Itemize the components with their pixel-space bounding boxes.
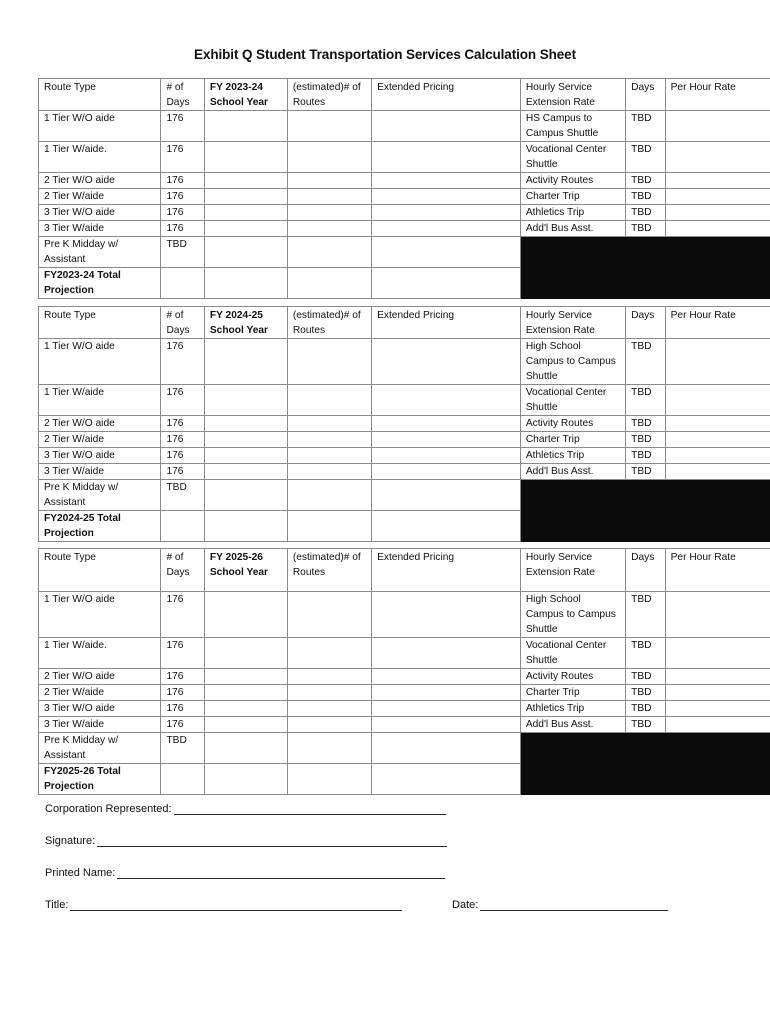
header-extended-pricing: Extended Pricing (372, 549, 521, 592)
table-row (39, 669, 770, 685)
table-row (39, 189, 770, 205)
hourly-service-cell: Vocational Center Shuttle (520, 385, 625, 416)
num-days-cell: 176 (161, 669, 204, 685)
service-days-cell: TBD (626, 173, 665, 189)
route-type-cell: 3 Tier W/aide (39, 464, 161, 480)
header-school-year: FY 2024-25 School Year (204, 307, 287, 339)
header-route-type: Route Type (39, 79, 161, 111)
table-row (39, 142, 770, 173)
per-hour-rate-input-cell[interactable] (665, 385, 770, 416)
num-days-cell: 176 (161, 205, 204, 221)
school-year-input-cell[interactable] (204, 733, 287, 764)
school-year-input-cell[interactable] (204, 142, 287, 173)
service-days-cell: TBD (626, 189, 665, 205)
num-days-cell: 176 (161, 701, 204, 717)
blacked-out-cell (520, 237, 625, 268)
num-days-cell: 176 (161, 464, 204, 480)
per-hour-rate-input-cell[interactable] (665, 189, 770, 205)
service-days-cell: TBD (626, 638, 665, 669)
header-per-hour-rate: Per Hour Rate (665, 549, 770, 592)
hourly-service-cell: Add'l Bus Asst. (520, 464, 625, 480)
total-projection-row (39, 268, 770, 299)
per-hour-rate-input-cell[interactable] (665, 669, 770, 685)
header-num-days: # of Days (161, 79, 204, 111)
signature-field[interactable] (97, 835, 447, 847)
service-days-cell: TBD (626, 205, 665, 221)
total-year-input-cell[interactable] (204, 511, 287, 542)
header-days: Days (626, 79, 665, 111)
per-hour-rate-input-cell[interactable] (665, 685, 770, 701)
blacked-out-cell (626, 237, 665, 268)
document-title: Exhibit Q Student Transportation Services Calculation Sheet (194, 47, 576, 62)
hourly-service-cell: Activity Routes (520, 669, 625, 685)
route-type-cell: 2 Tier W/aide (39, 685, 161, 701)
route-type-cell: 3 Tier W/O aide (39, 205, 161, 221)
estimated-routes-input-cell[interactable] (287, 592, 371, 638)
num-days-cell: 176 (161, 221, 204, 237)
table-header-row (39, 307, 770, 339)
estimated-routes-input-cell[interactable] (287, 111, 371, 142)
route-type-cell: 2 Tier W/O aide (39, 669, 161, 685)
table-row (39, 432, 770, 448)
header-extended-pricing: Extended Pricing (372, 307, 521, 339)
blacked-out-cell (665, 733, 770, 764)
school-year-input-cell[interactable] (204, 221, 287, 237)
date-field[interactable] (480, 899, 668, 911)
service-days-cell: TBD (626, 142, 665, 173)
route-type-cell: 3 Tier W/O aide (39, 701, 161, 717)
route-type-cell: 3 Tier W/aide (39, 717, 161, 733)
route-type-cell: 1 Tier W/O aide (39, 592, 161, 638)
num-days-cell: 176 (161, 448, 204, 464)
per-hour-rate-input-cell[interactable] (665, 205, 770, 221)
school-year-input-cell[interactable] (204, 339, 287, 385)
estimated-routes-input-cell[interactable] (287, 432, 371, 448)
hourly-service-cell: Add'l Bus Asst. (520, 717, 625, 733)
table-row (39, 733, 770, 764)
per-hour-rate-input-cell[interactable] (665, 464, 770, 480)
hourly-service-cell: Athletics Trip (520, 448, 625, 464)
extended-pricing-input-cell[interactable] (372, 432, 521, 448)
blacked-out-cell (665, 511, 770, 542)
route-type-cell: 1 Tier W/aide (39, 385, 161, 416)
school-year-input-cell[interactable] (204, 111, 287, 142)
extended-pricing-input-cell[interactable] (372, 685, 521, 701)
blacked-out-cell (665, 237, 770, 268)
service-days-cell: TBD (626, 416, 665, 432)
num-days-cell: 176 (161, 432, 204, 448)
total-routes-input-cell[interactable] (287, 764, 371, 795)
calculation-table-1 (38, 78, 770, 299)
header-hourly-service: Hourly Service Extension Rate (520, 79, 625, 111)
school-year-input-cell[interactable] (204, 669, 287, 685)
extended-pricing-input-cell[interactable] (372, 464, 521, 480)
extended-pricing-input-cell[interactable] (372, 237, 521, 268)
table-row (39, 464, 770, 480)
title-line (45, 899, 402, 911)
school-year-input-cell[interactable] (204, 638, 287, 669)
signature-line (45, 835, 447, 847)
header-estimated-routes: (estimated)# of Routes (287, 549, 371, 592)
route-type-cell: 2 Tier W/aide (39, 189, 161, 205)
extended-pricing-input-cell[interactable] (372, 733, 521, 764)
per-hour-rate-input-cell[interactable] (665, 448, 770, 464)
table-row (39, 717, 770, 733)
extended-pricing-input-cell[interactable] (372, 638, 521, 669)
estimated-routes-input-cell[interactable] (287, 173, 371, 189)
hourly-service-cell: Athletics Trip (520, 701, 625, 717)
route-type-cell: 3 Tier W/O aide (39, 448, 161, 464)
header-route-type: Route Type (39, 307, 161, 339)
num-days-cell: 176 (161, 189, 204, 205)
estimated-routes-input-cell[interactable] (287, 480, 371, 511)
total-projection-label: FY2023-24 Total Projection (39, 268, 161, 299)
school-year-input-cell[interactable] (204, 448, 287, 464)
school-year-input-cell[interactable] (204, 685, 287, 701)
per-hour-rate-input-cell[interactable] (665, 142, 770, 173)
service-days-cell: TBD (626, 717, 665, 733)
header-estimated-routes: (estimated)# of Routes (287, 79, 371, 111)
service-days-cell: TBD (626, 339, 665, 385)
total-year-input-cell[interactable] (204, 764, 287, 795)
table-row (39, 701, 770, 717)
table-row (39, 416, 770, 432)
service-days-cell: TBD (626, 432, 665, 448)
total-routes-input-cell[interactable] (287, 511, 371, 542)
table-row (39, 685, 770, 701)
total-projection-row (39, 764, 770, 795)
table-row (39, 111, 770, 142)
total-projection-label: FY2024-25 Total Projection (39, 511, 161, 542)
header-hourly-service: Hourly Service Extension Rate (520, 307, 625, 339)
title-label: Title: (45, 899, 69, 911)
header-school-year: FY 2025-26 School Year (204, 549, 287, 592)
hourly-service-cell: Activity Routes (520, 416, 625, 432)
table-header-row (39, 79, 770, 111)
service-days-cell: TBD (626, 111, 665, 142)
total-days-input-cell[interactable] (161, 511, 204, 542)
blacked-out-cell (520, 733, 625, 764)
hourly-service-cell: Charter Trip (520, 432, 625, 448)
title-field[interactable] (70, 899, 402, 911)
blacked-out-cell (520, 764, 625, 795)
table-row (39, 173, 770, 189)
blacked-out-cell (665, 268, 770, 299)
estimated-routes-input-cell[interactable] (287, 189, 371, 205)
header-num-days: # of Days (161, 549, 204, 592)
estimated-routes-input-cell[interactable] (287, 142, 371, 173)
service-days-cell: TBD (626, 464, 665, 480)
extended-pricing-input-cell[interactable] (372, 173, 521, 189)
estimated-routes-input-cell[interactable] (287, 701, 371, 717)
extended-pricing-input-cell[interactable] (372, 701, 521, 717)
blacked-out-cell (520, 480, 625, 511)
route-type-cell: 2 Tier W/O aide (39, 173, 161, 189)
calculation-table-2 (38, 306, 770, 542)
per-hour-rate-input-cell[interactable] (665, 638, 770, 669)
per-hour-rate-input-cell[interactable] (665, 592, 770, 638)
hourly-service-cell: High School Campus to Campus Shuttle (520, 339, 625, 385)
header-school-year: FY 2023-24 School Year (204, 79, 287, 111)
per-hour-rate-input-cell[interactable] (665, 701, 770, 717)
extended-pricing-input-cell[interactable] (372, 669, 521, 685)
blacked-out-cell (626, 511, 665, 542)
header-days: Days (626, 307, 665, 339)
extended-pricing-input-cell[interactable] (372, 385, 521, 416)
extended-pricing-input-cell[interactable] (372, 416, 521, 432)
school-year-input-cell[interactable] (204, 432, 287, 448)
extended-pricing-input-cell[interactable] (372, 189, 521, 205)
blacked-out-cell (626, 764, 665, 795)
table-row (39, 221, 770, 237)
num-days-cell: 176 (161, 173, 204, 189)
total-pricing-input-cell[interactable] (372, 511, 521, 542)
hourly-service-cell: Athletics Trip (520, 205, 625, 221)
table-row (39, 448, 770, 464)
route-type-cell: 1 Tier W/aide. (39, 638, 161, 669)
extended-pricing-input-cell[interactable] (372, 448, 521, 464)
estimated-routes-input-cell[interactable] (287, 685, 371, 701)
date-line (452, 899, 668, 911)
num-days-cell: 176 (161, 717, 204, 733)
signature-label: Signature: (45, 835, 96, 847)
service-days-cell: TBD (626, 592, 665, 638)
table-row (39, 592, 770, 638)
header-per-hour-rate: Per Hour Rate (665, 79, 770, 111)
estimated-routes-input-cell[interactable] (287, 237, 371, 268)
num-days-cell: 176 (161, 592, 204, 638)
hourly-service-cell: High School Campus to Campus Shuttle (520, 592, 625, 638)
table-row (39, 237, 770, 268)
header-estimated-routes: (estimated)# of Routes (287, 307, 371, 339)
date-label: Date: (452, 899, 479, 911)
table-row (39, 385, 770, 416)
num-days-cell: 176 (161, 685, 204, 701)
header-days: Days (626, 549, 665, 592)
hourly-service-cell: Charter Trip (520, 189, 625, 205)
estimated-routes-input-cell[interactable] (287, 205, 371, 221)
num-days-cell: 176 (161, 416, 204, 432)
total-pricing-input-cell[interactable] (372, 764, 521, 795)
hourly-service-cell: Activity Routes (520, 173, 625, 189)
school-year-input-cell[interactable] (204, 701, 287, 717)
total-projection-row (39, 511, 770, 542)
route-type-cell: 1 Tier W/O aide (39, 339, 161, 385)
num-days-cell: 176 (161, 385, 204, 416)
num-days-cell: TBD (161, 733, 204, 764)
num-days-cell: TBD (161, 237, 204, 268)
num-days-cell: 176 (161, 111, 204, 142)
total-pricing-input-cell[interactable] (372, 268, 521, 299)
extended-pricing-input-cell[interactable] (372, 592, 521, 638)
header-route-type: Route Type (39, 549, 161, 592)
extended-pricing-input-cell[interactable] (372, 480, 521, 511)
estimated-routes-input-cell[interactable] (287, 221, 371, 237)
route-type-cell: 3 Tier W/aide (39, 221, 161, 237)
total-days-input-cell[interactable] (161, 764, 204, 795)
service-days-cell: TBD (626, 701, 665, 717)
per-hour-rate-input-cell[interactable] (665, 173, 770, 189)
school-year-input-cell[interactable] (204, 237, 287, 268)
service-days-cell: TBD (626, 448, 665, 464)
table-row (39, 638, 770, 669)
blacked-out-cell (626, 480, 665, 511)
route-type-cell: Pre K Midday w/ Assistant (39, 480, 161, 511)
school-year-input-cell[interactable] (204, 173, 287, 189)
extended-pricing-input-cell[interactable] (372, 142, 521, 173)
num-days-cell: TBD (161, 480, 204, 511)
school-year-input-cell[interactable] (204, 717, 287, 733)
estimated-routes-input-cell[interactable] (287, 717, 371, 733)
corporation-line (45, 803, 446, 815)
extended-pricing-input-cell[interactable] (372, 221, 521, 237)
corporation-label: Corporation Represented: (45, 803, 172, 815)
service-days-cell: TBD (626, 221, 665, 237)
table-header-row (39, 549, 770, 592)
blacked-out-cell (665, 764, 770, 795)
service-days-cell: TBD (626, 685, 665, 701)
school-year-input-cell[interactable] (204, 480, 287, 511)
extended-pricing-input-cell[interactable] (372, 205, 521, 221)
header-per-hour-rate: Per Hour Rate (665, 307, 770, 339)
extended-pricing-input-cell[interactable] (372, 339, 521, 385)
estimated-routes-input-cell[interactable] (287, 638, 371, 669)
hourly-service-cell: Add'l Bus Asst. (520, 221, 625, 237)
extended-pricing-input-cell[interactable] (372, 717, 521, 733)
estimated-routes-input-cell[interactable] (287, 448, 371, 464)
school-year-input-cell[interactable] (204, 592, 287, 638)
table-row (39, 205, 770, 221)
estimated-routes-input-cell[interactable] (287, 416, 371, 432)
school-year-input-cell[interactable] (204, 189, 287, 205)
route-type-cell: Pre K Midday w/ Assistant (39, 733, 161, 764)
blacked-out-cell (520, 268, 625, 299)
per-hour-rate-input-cell[interactable] (665, 717, 770, 733)
per-hour-rate-input-cell[interactable] (665, 432, 770, 448)
per-hour-rate-input-cell[interactable] (665, 111, 770, 142)
estimated-routes-input-cell[interactable] (287, 385, 371, 416)
school-year-input-cell[interactable] (204, 464, 287, 480)
blacked-out-cell (520, 511, 625, 542)
estimated-routes-input-cell[interactable] (287, 733, 371, 764)
header-hourly-service: Hourly Service Extension Rate (520, 549, 625, 592)
blacked-out-cell (665, 480, 770, 511)
hourly-service-cell: HS Campus to Campus Shuttle (520, 111, 625, 142)
printed-name-field[interactable] (117, 867, 445, 879)
total-projection-label: FY2025-26 Total Projection (39, 764, 161, 795)
printed-name-line (45, 867, 445, 879)
num-days-cell: 176 (161, 638, 204, 669)
corporation-field[interactable] (174, 803, 446, 815)
school-year-input-cell[interactable] (204, 416, 287, 432)
per-hour-rate-input-cell[interactable] (665, 416, 770, 432)
hourly-service-cell: Charter Trip (520, 685, 625, 701)
blacked-out-cell (626, 733, 665, 764)
num-days-cell: 176 (161, 339, 204, 385)
table-row (39, 480, 770, 511)
hourly-service-cell: Vocational Center Shuttle (520, 638, 625, 669)
blacked-out-cell (626, 268, 665, 299)
num-days-cell: 176 (161, 142, 204, 173)
estimated-routes-input-cell[interactable] (287, 339, 371, 385)
extended-pricing-input-cell[interactable] (372, 111, 521, 142)
calculation-table-3 (38, 548, 770, 795)
total-days-input-cell[interactable] (161, 268, 204, 299)
route-type-cell: Pre K Midday w/ Assistant (39, 237, 161, 268)
route-type-cell: 1 Tier W/aide. (39, 142, 161, 173)
total-routes-input-cell[interactable] (287, 268, 371, 299)
table-row (39, 339, 770, 385)
school-year-input-cell[interactable] (204, 385, 287, 416)
estimated-routes-input-cell[interactable] (287, 669, 371, 685)
route-type-cell: 2 Tier W/aide (39, 432, 161, 448)
hourly-service-cell: Vocational Center Shuttle (520, 142, 625, 173)
service-days-cell: TBD (626, 385, 665, 416)
route-type-cell: 1 Tier W/O aide (39, 111, 161, 142)
per-hour-rate-input-cell[interactable] (665, 339, 770, 385)
total-year-input-cell[interactable] (204, 268, 287, 299)
header-extended-pricing: Extended Pricing (372, 79, 521, 111)
printed-name-label: Printed Name: (45, 867, 116, 879)
school-year-input-cell[interactable] (204, 205, 287, 221)
estimated-routes-input-cell[interactable] (287, 464, 371, 480)
header-num-days: # of Days (161, 307, 204, 339)
service-days-cell: TBD (626, 669, 665, 685)
per-hour-rate-input-cell[interactable] (665, 221, 770, 237)
route-type-cell: 2 Tier W/O aide (39, 416, 161, 432)
